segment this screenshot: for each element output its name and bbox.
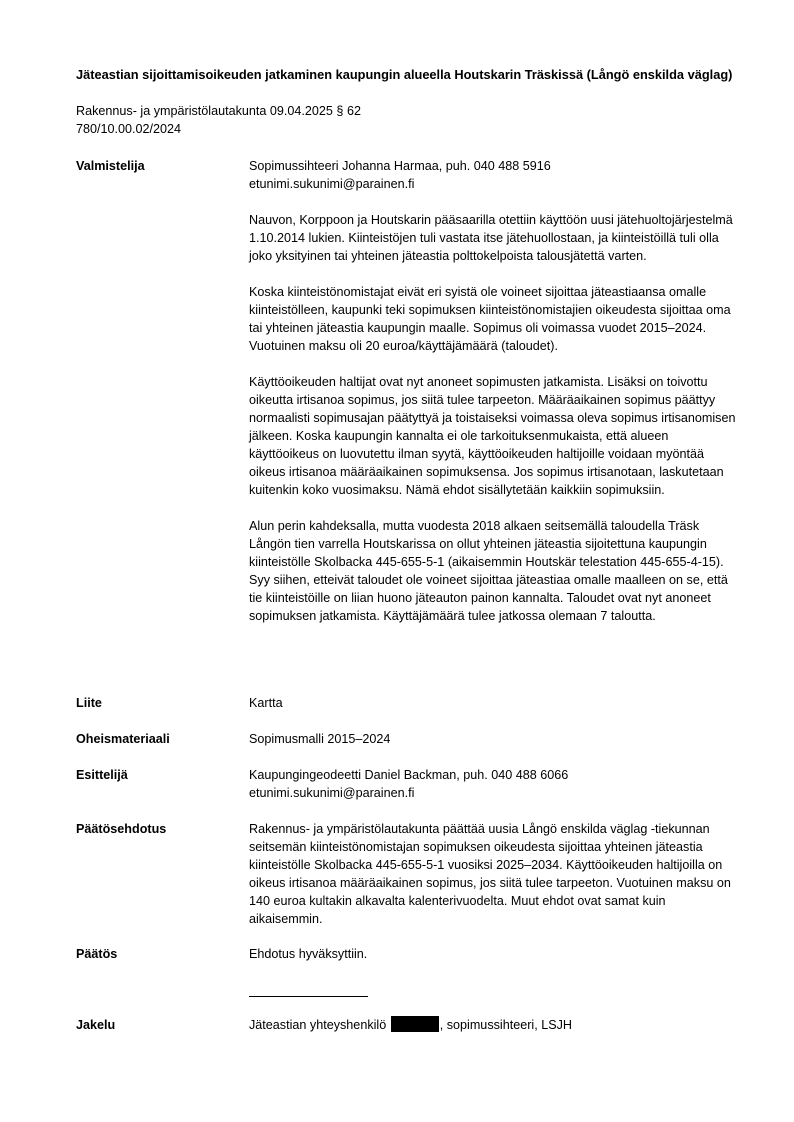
- supplementary-material-value: Sopimusmalli 2015–2024: [249, 732, 391, 746]
- section-label: Liite: [76, 696, 102, 710]
- paragraph: Nauvon, Korppoon ja Houtskarin pääsaarilla otettiin käyttöön uusi jätehuoltojärjestelmä 1.10.2014 lukien. Kiinteistöjen tuli vastata itse jätehuollostaan, ja kiinteistöillä tuli olla joko yksityinen tai yhteinen jäteastia polttokelpoista talousjätettä varten.: [249, 213, 733, 263]
- preparer-email: etunimi.sukunimi@parainen.fi: [249, 177, 415, 191]
- document-title: Jäteastian sijoittamisoikeuden jatkaminen kaupungin alueella Houtskarin Träskissä (Långö enskilda väglag): [76, 67, 733, 82]
- distribution-list: [249, 1016, 741, 1034]
- attachment-value: Kartta: [249, 696, 283, 710]
- reference-number: 780/10.00.02/2024: [76, 122, 182, 136]
- signature-divider: [249, 996, 368, 997]
- presenter-email: etunimi.sukunimi@parainen.fi: [249, 786, 415, 800]
- redacted-name-block: [391, 1016, 439, 1032]
- presenter-contact: Kaupungingeodeetti Daniel Backman, puh. 040 488 6066: [249, 768, 569, 782]
- distribution-text-start: Jäteastian yhteyshenkilö: [249, 1018, 390, 1032]
- paragraph: Alun perin kahdeksalla, mutta vuodesta 2018 alkaen seitsemällä taloudella Träsk Långön tien varrella Houtskarissa on ollut yhteinen jäteastia sijoitettuna kaupungin kiinteistölle Skolbacka 445-655-5-1 (aikaisemmin Houtskär telestation 445-655-4-15). Syy siihen, etteivät taloudet ole voineet sijoittaa jäteastiaa omalle maalleen on se, että tie kiinteistöille on liian huono jäteauton painon kannalta. Taloudet ovat nyt anoneet sopimuksen jatkamista. Käyttäjämäärä tulee jatkossa olemaan 7 taloutta.: [249, 519, 728, 623]
- section-label: Oheismateriaali: [76, 732, 170, 746]
- section-label: Valmistelija: [76, 159, 145, 173]
- section-content: [249, 766, 741, 802]
- proposal-text: Rakennus- ja ympäristölautakunta päättää uusia Långö enskilda väglag -tiekunnan seitsemän kiinteistönomistajan sopimuksen oikeudesta sijoittaa yhteinen jäteastia kiinteistölle Skolbacka 445-655-5-1 vuosiksi 2025–2034. Käyttöoikeuden haltijoilla on oikeus irtisanoa määräaikainen sopimus, jos siitä tulee tarpeeton. Vuotuinen maksu on 140 euroa kultakin alkavalta kalenterivuodelta. Muut ehdot ovat samat kuin aikaisemmin.: [249, 822, 731, 926]
- paragraph: Käyttöoikeuden haltijat ovat nyt anoneet sopimusten jatkamista. Lisäksi on toivottu oikeutta irtisanoa sopimus, jos siitä tulee tarpeeton. Määräaikainen sopimus päättyy normaalisti sopimusajan päätyttyä ja toistaiseksi voimassa oleva sopimus irtisanomisen jälkeen. Koska kaupungin kannalta ei ole tarkoituksenmukaista, että alueen käyttöoikeus on luovutettu ilman syytä, käyttöoikeuden haltijoille voidaan myöntää oikeus irtisanoa määräaikainen sopimuksensa. Jos sopimus irtisanotaan, laskutetaan kuitenkin koko vuosimaksu. Nämä ehdot sisällytetään kaikkiin sopimuksiin.: [249, 375, 736, 497]
- document-page: [76, 66, 736, 138]
- section-label: Päätösehdotus: [76, 822, 167, 836]
- section-label: Esittelijä: [76, 768, 128, 782]
- meeting-line: Rakennus- ja ympäristölautakunta 09.04.2025 § 62: [76, 104, 361, 118]
- section-label: Päätös: [76, 947, 118, 961]
- distribution-text-end: , sopimussihteeri, LSJH: [439, 1018, 573, 1032]
- section-content: [249, 157, 741, 625]
- preparer-contact: Sopimussihteeri Johanna Harmaa, puh. 040 488 5916: [249, 159, 551, 173]
- section-label: Jakelu: [76, 1018, 116, 1032]
- decision-text: Ehdotus hyväksyttiin.: [249, 947, 368, 961]
- paragraph: Koska kiinteistönomistajat eivät eri syistä ole voineet sijoittaa jäteastiaansa omalle kiinteistölleen, kaupunki teki sopimuksen kiinteistönomistajien oikeudesta sijoittaa oma tai yhteinen jäteastia kaupungin maalle. Sopimus oli voimassa vuodet 2015–2024. Vuotuinen maksu oli 20 euroa/käyttäjämäärä (taloudet).: [249, 285, 731, 353]
- document-meta: [76, 102, 736, 138]
